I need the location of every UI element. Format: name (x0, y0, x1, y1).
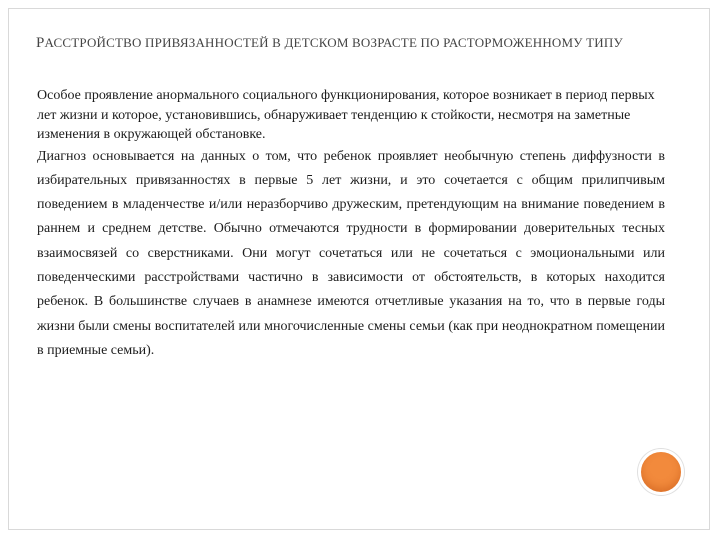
paragraph-definition: Особое проявление анормального социального функционирования, которое возникает в период первых лет жизни и которое, установившись, обнаруживает тенденцию к стойкости, несмотря на заметные изменения в окружающей обстановке. (37, 88, 655, 142)
title-rest: АССТРОЙСТВО ПРИВЯЗАННОСТЕЙ В ДЕТСКОМ ВОЗРАСТЕ ПО РАСТОРМОЖЕННОМУ ТИПУ (44, 35, 623, 50)
title-first-letter: Р (36, 35, 45, 51)
paragraph-diagnosis: Диагноз основывается на данных о том, что ребенок проявляет необычную степень диффузности в избирательных привязанностях в первые 5 лет жизни, и это сочетается с общим прилипчивым поведением в младенчестве и/или неразборчиво дружеским, претендующим на внимание поведением в раннем и среднем детстве. Обычно отмечаются трудности в формировании доверительных тесных взаимосвязей со сверстниками. Они могут сочетаться или не сочетаться с эмоциональными или поведенческими расстройствами частично в зависимости от обстоятельств, в которых находится ребенок. В большинстве случаев в анамнезе имеются отчетливые указания на то, что в первые годы жизни были смены воспитателей или многочисленные смены семьи (как при неоднократном помещении в приемные семьи). (37, 148, 665, 358)
slide-body (37, 86, 665, 363)
decorative-orange-circle (638, 449, 684, 495)
slide-title (36, 26, 664, 60)
